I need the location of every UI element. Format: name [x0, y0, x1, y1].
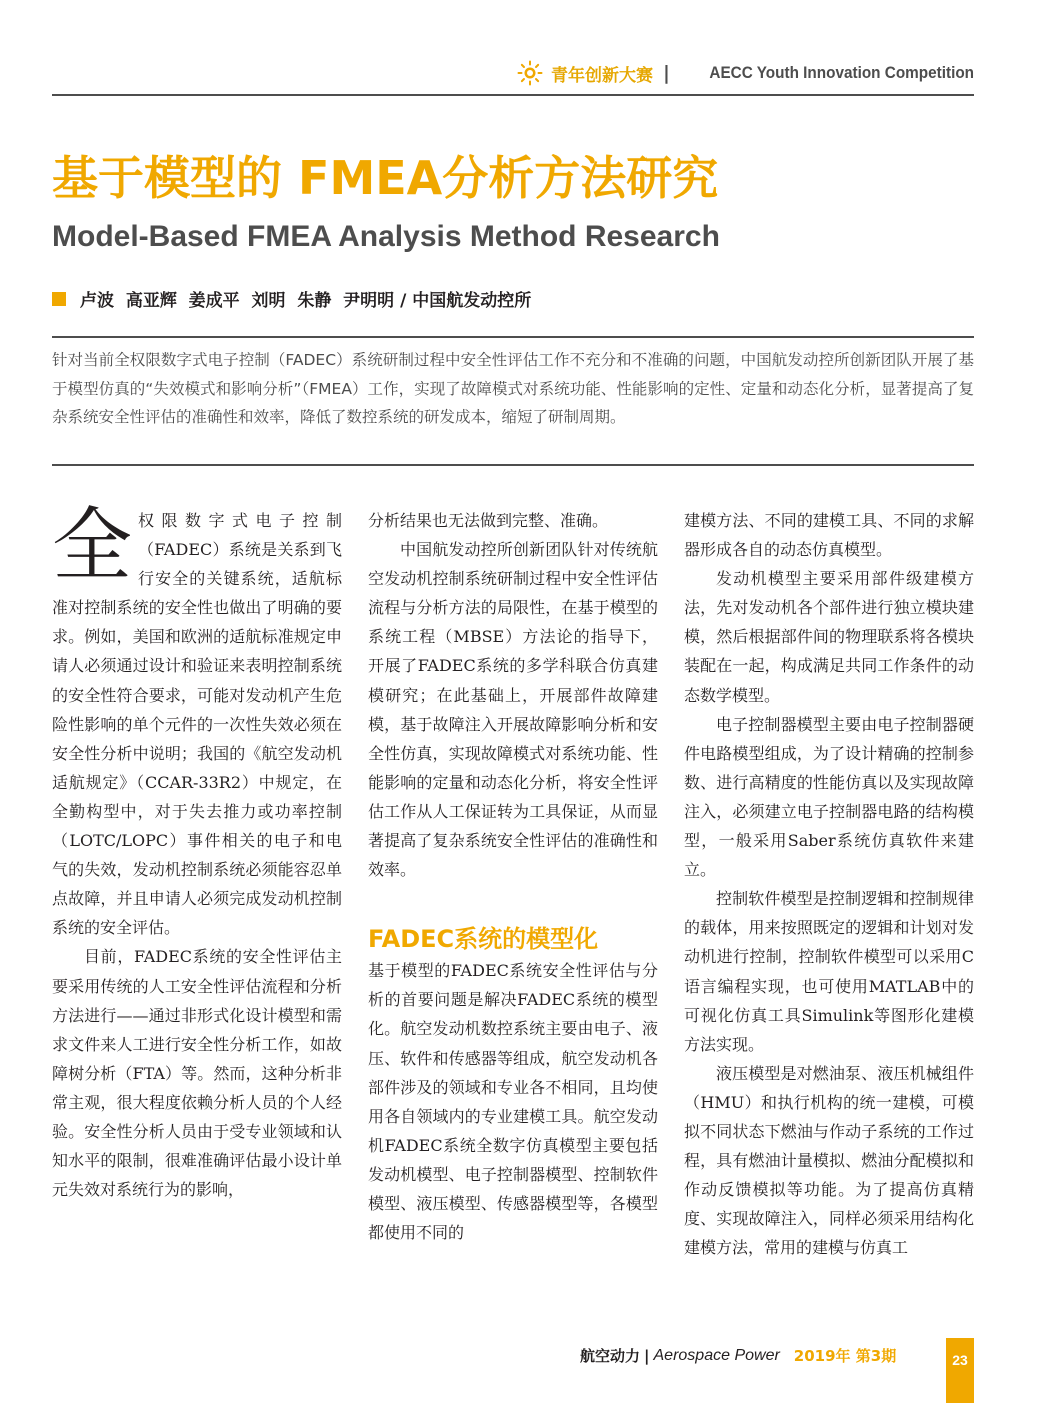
body-paragraph: 液压模型是对燃油泵、液压机械组件（HMU）和执行机构的统一建模，可模拟不同状态下燃油与作动子系统的工作过程，具有燃油计量模拟、燃油分配模拟和作动反馈模拟等功能。为了提高仿真精度、实现故障注入，同样必须采用结构化建模方法，常用的建模与仿真工 — [684, 1063, 974, 1258]
running-footer — [580, 1345, 896, 1366]
body-paragraph: 建模方法、不同的建模工具、不同的求解器形成各自的动态仿真模型。 — [684, 511, 974, 560]
abstract-text: 针对当前全权限数字式电子控制（FADEC）系统研制过程中安全性评估工作不充分和不准确的问题，中国航发动控所创新团队开展了基于模型仿真的“失效模式和影响分析”（FMEA）工作，实现了故障模式对系统功能、性能影响的定性、定量和动态化分析，显著提高了复杂系统安全性评估的准确性和效率，降低了数控系统的研发成本，缩短了研制周期。 — [52, 351, 974, 426]
author-line — [52, 286, 531, 311]
body-paragraph: 控制软件模型是控制逻辑和控制规律的载体，用来按照既定的逻辑和计划对发动机进行控制，控制软件模型可以采用C语言编程实现，也可使用MATLAB中的可视化仿真工具Simulink等图形化建模方法实现。 — [684, 889, 974, 1054]
author-names: 卢波 高亚辉 姜成平 刘明 朱静 尹明明 / 中国航发动控所 — [80, 291, 532, 311]
running-header — [52, 58, 974, 96]
body-paragraph — [52, 499, 342, 942]
header-section-en: AECC Youth Innovation Competition — [709, 63, 974, 82]
body-column-3 — [684, 506, 974, 1262]
body-column-1 — [52, 499, 342, 1204]
page-number: 23 — [946, 1338, 974, 1403]
footer-separator: | — [644, 1346, 650, 1365]
journal-name-cn: 航空动力 — [580, 1347, 641, 1365]
body-column-2 — [368, 506, 658, 1247]
paragraph-text: 权限数字式电子控制（FADEC）系统是关系到飞行安全的关键系统，适航标准对控制系统的安全性也做出了明确的要求。例如，美国和欧洲的适航标准规定申请人必须通过设计和验证来表明控制系统的安全性符合要求，可能对发动机产生危险性影响的单个元件的一次性失效必须在安全性分析中说明；我国的《航空发动机适航规定》（CCAR-33R2）中规定，在全勤构型中，对于失去推力或功率控制（LOTC/LOPC）事件相关的电子和电气的失效，发动机控制系统必须能容忍单点故障，并且申请人必须完成发动机控制系统的安全评估。 — [52, 511, 342, 938]
header-section-cn: 青年创新大赛 — [551, 65, 654, 86]
body-paragraph: 发动机模型主要采用部件级建模方法，先对发动机各个部件进行独立模块建模，然后根据部件间的物理联系将各模块装配在一起，构成满足共同工作条件的动态数学模型。 — [684, 569, 974, 705]
drop-cap: 全 — [52, 499, 132, 592]
header-separator: | — [663, 62, 670, 84]
journal-name-en: Aerospace Power — [653, 1346, 780, 1364]
section-heading: FADEC系统的模型化 — [368, 925, 599, 954]
issue-label: 2019年 第3期 — [793, 1347, 897, 1365]
abstract-box — [52, 336, 974, 466]
article-title-cn: 基于模型的 FMEA分析方法研究 — [52, 151, 719, 205]
body-paragraph: 目前，FADEC系统的安全性评估主要采用传统的人工安全性评估流程和分析方法进行——通过非形式化设计模型和需求文件来人工进行安全性分析工作，如故障树分析（FTA）等。然而，这种分析非常主观，很大程度依赖分析人员的个人经验。安全性分析人员由于受专业领域和认知水平的限制，很难准确评估最小设计单元失效对系统行为的影响， — [52, 947, 342, 1200]
body-paragraph: 中国航发动控所创新团队针对传统航空发动机控制系统研制过程中安全性评估流程与分析方法的局限性，在基于模型的系统工程（MBSE）方法论的指导下，开展了FADEC系统的多学科联合仿真建模研究；在此基础上，开展部件故障建模，基于故障注入开展故障影响分析和安全性仿真，实现故障模式对系统功能、性能影响的定量和动态化分析，将安全性评估工作从人工保证转为工具保证，从而显著提高了复杂系统安全性评估的准确性和效率。 — [368, 540, 658, 880]
body-paragraph: 电子控制器模型主要由电子控制器硬件电路模型组成，为了设计精确的控制参数、进行高精度的性能仿真以及实现故障注入，必须建立电子控制器电路的结构模型，一般采用Saber系统仿真软件来建立。 — [684, 714, 974, 880]
article-title-en: Model-Based FMEA Analysis Method Research — [52, 220, 720, 253]
body-paragraph: 基于模型的FADEC系统安全性评估与分析的首要问题是解决FADEC系统的模型化。航空发动机数控系统主要由电子、液压、软件和传感器等组成，航空发动机各部件涉及的领域和专业各不相同，且均使用各自领域内的专业建模工具。航空发动机FADEC系统全数字仿真模型主要包括发动机模型、电子控制器模型、控制软件模型、液压模型、传感器模型等，各模型都使用不同的 — [368, 961, 658, 1243]
header-brand — [517, 60, 974, 86]
sun-icon — [517, 60, 543, 86]
author-marker-icon — [52, 292, 66, 306]
body-paragraph: 分析结果也无法做到完整、准确。 — [368, 511, 609, 530]
